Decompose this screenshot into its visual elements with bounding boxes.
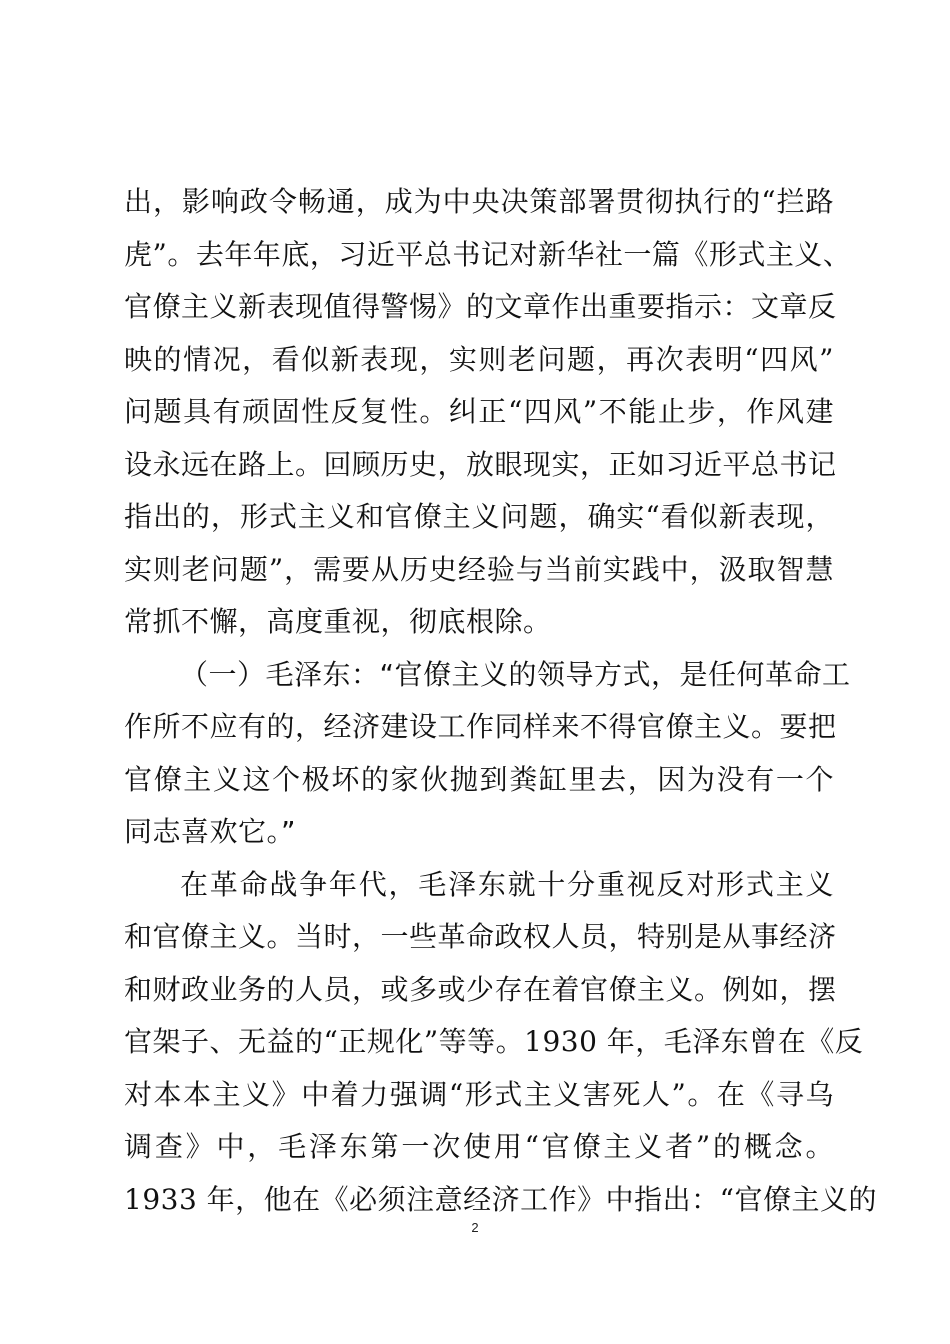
- document-body: [124, 176, 877, 1226]
- section-heading: [124, 649, 851, 859]
- text-line: 官僚主义新表现值得警惕》的文章作出重要指示：文章反: [124, 290, 837, 323]
- heading-line: （一）毛泽东：“官僚主义的领导方式，是任何革命工: [180, 657, 851, 691]
- text-line: 和官僚主义。当时，一些革命政权人员，特别是从事经济: [124, 920, 837, 953]
- text-line: 设永远在路上。回顾历史，放眼现实，正如习近平总书记: [124, 447, 837, 481]
- heading-line: 同志喜欢它。”: [124, 815, 297, 848]
- heading-line: 官僚主义这个极坏的家伙抛到粪缸里去，因为没有一个: [124, 762, 834, 796]
- page-number: 2: [471, 1220, 479, 1235]
- paragraph-3: [124, 859, 877, 1227]
- heading-line: 作所不应有的，经济建设工作同样来不得官僚主义。要把: [124, 710, 837, 743]
- text-line: 和财政业务的人员，或多或少存在着官僚主义。例如，摆: [124, 972, 837, 1006]
- text-line: 指出的，形式主义和官僚主义问题，确实“看似新表现，: [124, 500, 834, 533]
- text-line: 常抓不懈，高度重视，彻底根除。: [124, 605, 552, 638]
- text-line: 虎”。去年年底，习近平总书记对新华社一篇《形式主义、: [124, 237, 852, 271]
- text-line: 在革命战争年代，毛泽东就十分重视反对形式主义: [180, 867, 834, 901]
- text-line: 出，影响政令畅通，成为中央决策部署贯彻执行的“拦路: [124, 185, 834, 218]
- text-line: 调查》中，毛泽东第一次使用“官僚主义者”的概念。: [124, 1130, 834, 1163]
- text-line: 问题具有顽固性反复性。纠正“四风”不能止步，作风建: [124, 395, 834, 428]
- text-line: 官架子、无益的“正规化”等等。1930 年，毛泽东曾在《反: [124, 1025, 864, 1058]
- text-line: 1933 年，他在《必须注意经济工作》中指出：“官僚主义的: [124, 1182, 877, 1216]
- text-line: 实则老问题”，需要从历史经验与当前实践中，汲取智慧: [124, 552, 834, 586]
- text-line: 对本本主义》中着力强调“形式主义害死人”。在《寻乌: [124, 1077, 834, 1111]
- paragraph-1: [124, 176, 852, 649]
- text-line: 映的情况，看似新表现，实则老问题，再次表明“四风”: [124, 342, 834, 376]
